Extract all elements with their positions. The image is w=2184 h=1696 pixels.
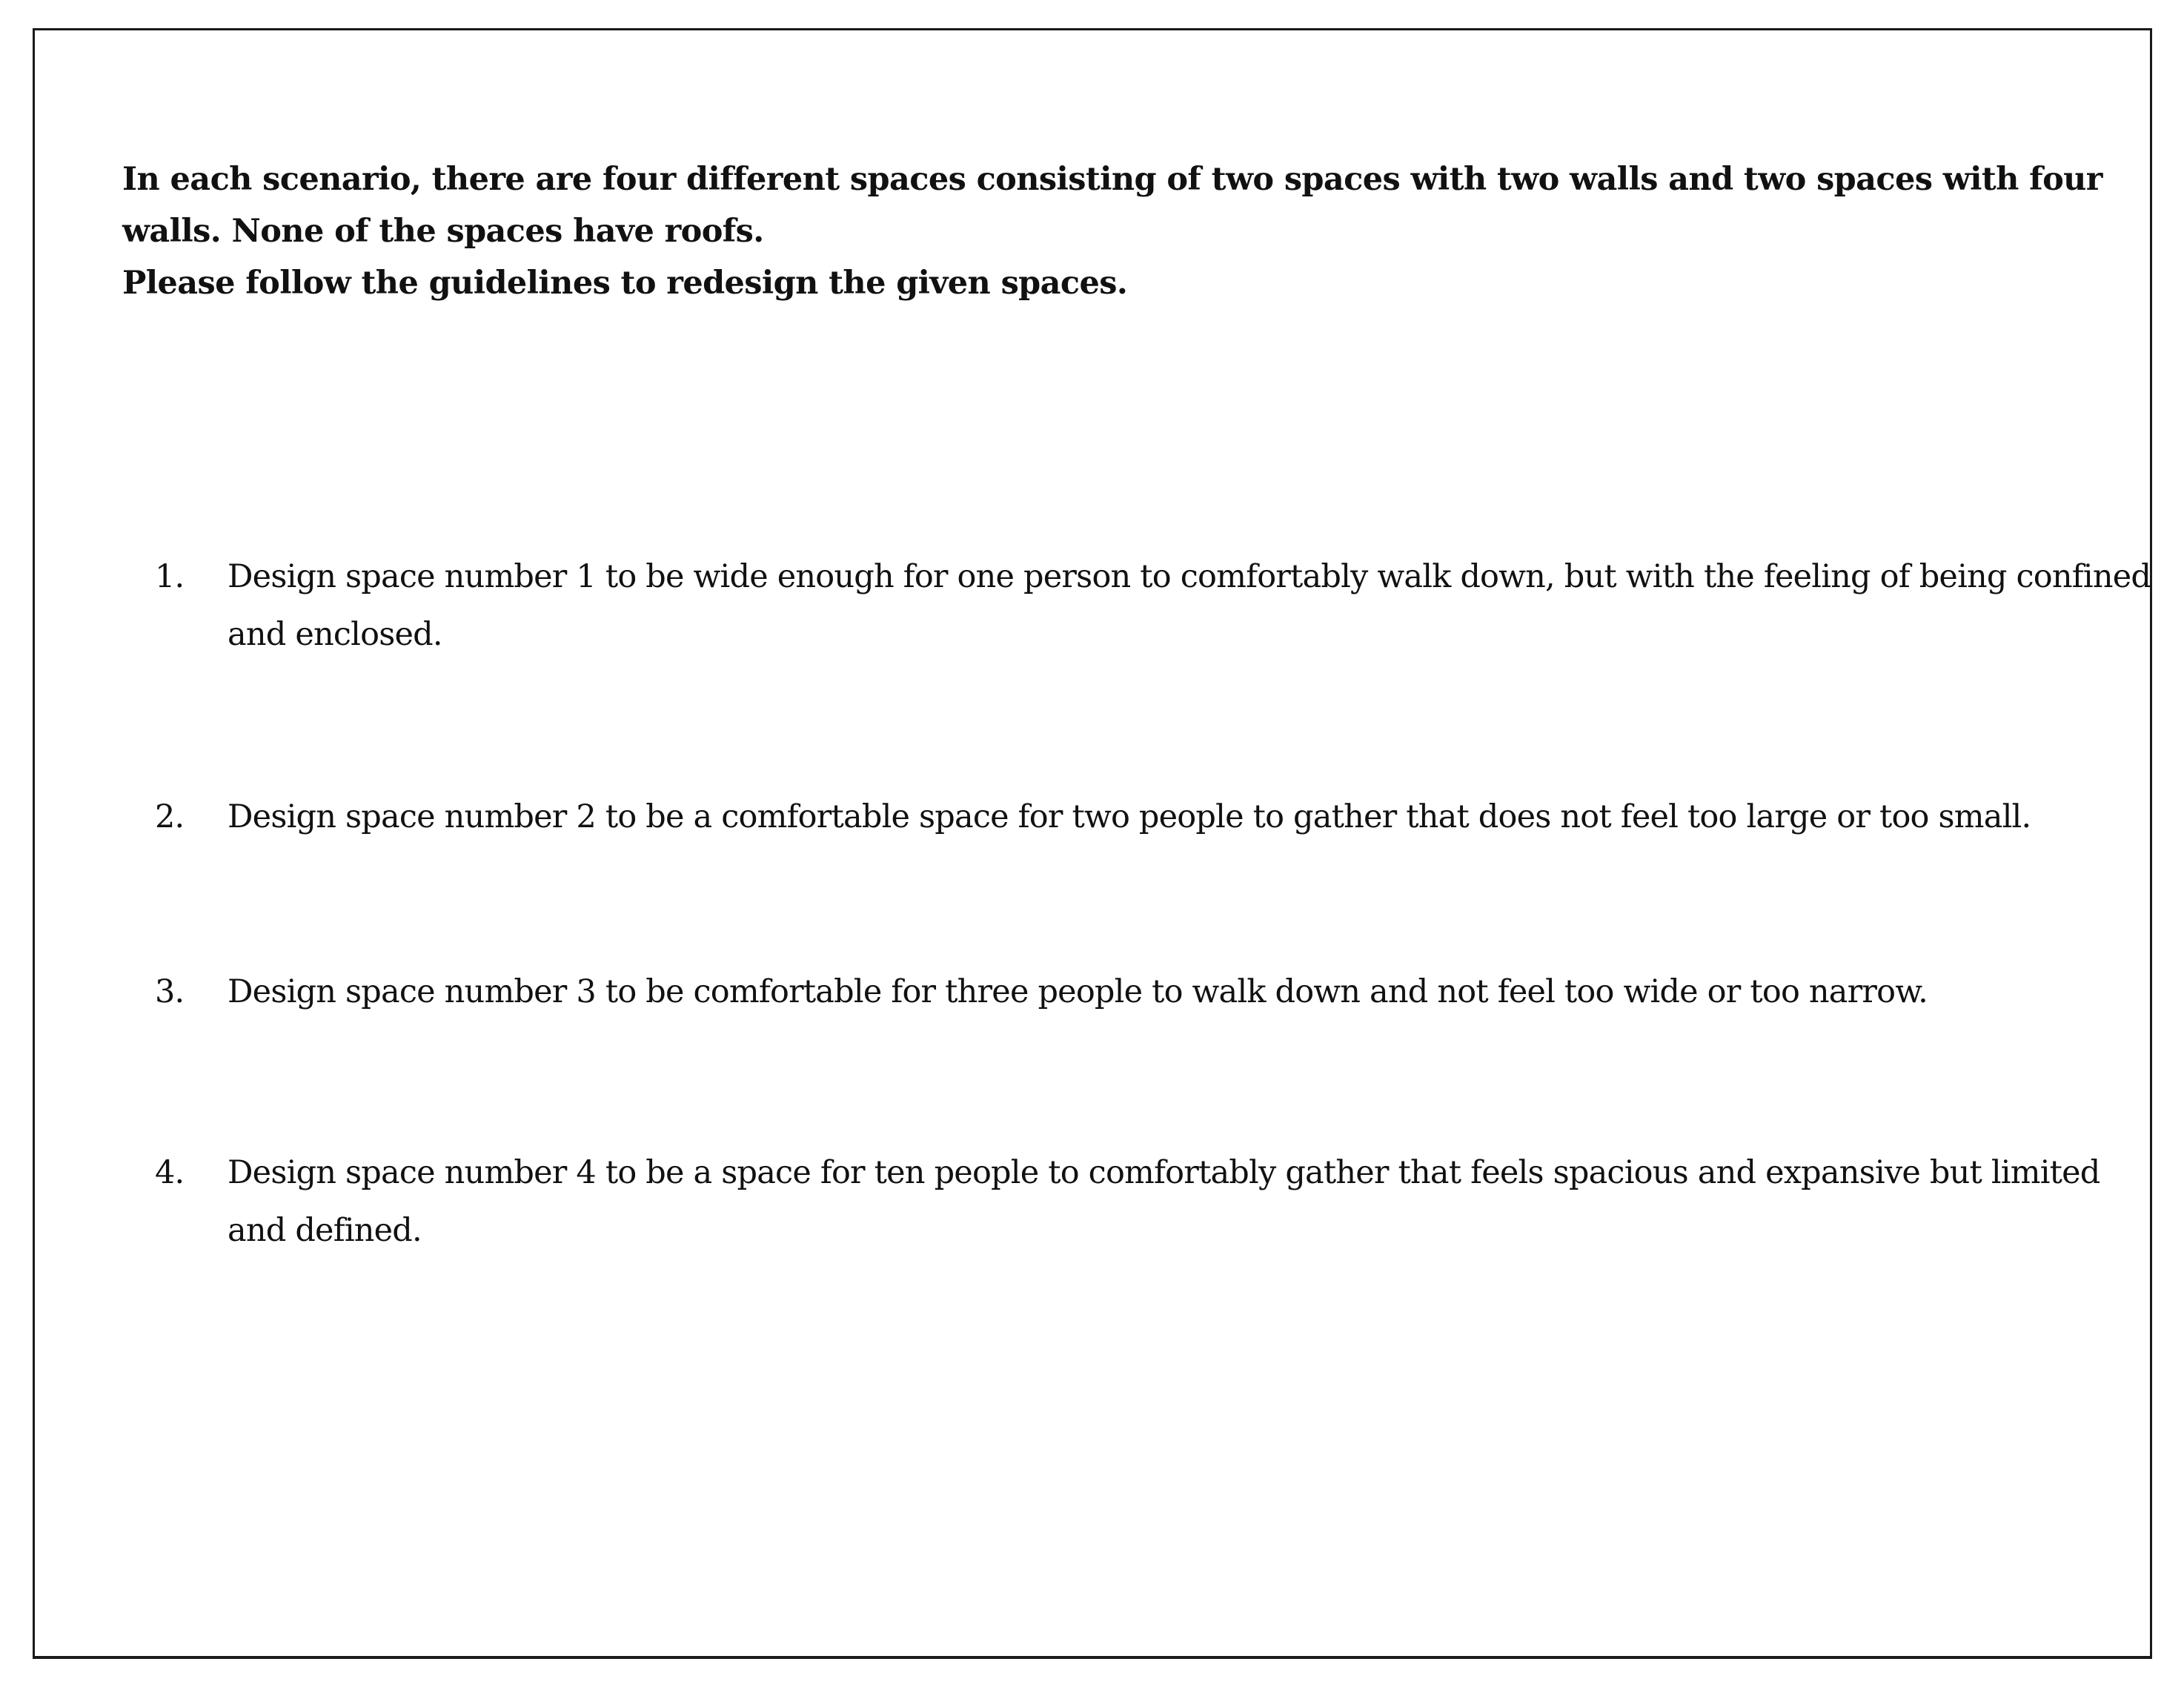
guideline-text: Design space number 1 to be wide enough for one person to comfortably walk down, but with the feeling of being confined and enclosed. — [228, 558, 2151, 653]
guideline-item-3 — [122, 963, 2168, 1021]
guideline-number: 2. — [155, 798, 185, 835]
guideline-text: Design space number 4 to be a space for ten people to comfortably gather that feels spacious and expansive but limited and defined. — [228, 1154, 2100, 1249]
guideline-number: 4. — [155, 1154, 185, 1191]
guideline-text: Design space number 3 to be comfortable for three people to walk down and not feel too wide or too narrow. — [228, 973, 1928, 1010]
guideline-item-2 — [122, 788, 2168, 846]
guideline-text: Design space number 2 to be a comfortable space for two people to gather that does not feel too large or too small. — [228, 798, 2031, 835]
intro-guideline-text: Please follow the guidelines to redesign the given spaces. — [122, 265, 1128, 302]
guideline-item-4 — [122, 1144, 2168, 1259]
document-frame — [33, 28, 2152, 1659]
guideline-item-1 — [122, 548, 2168, 663]
intro-scenario-text: In each scenario, there are four different spaces consisting of two spaces with two walls and two spaces with four walls. None of the spaces have roofs. — [122, 161, 2102, 250]
instructions-intro — [122, 153, 2138, 309]
guideline-number: 3. — [155, 973, 185, 1010]
guideline-number: 1. — [155, 558, 185, 595]
